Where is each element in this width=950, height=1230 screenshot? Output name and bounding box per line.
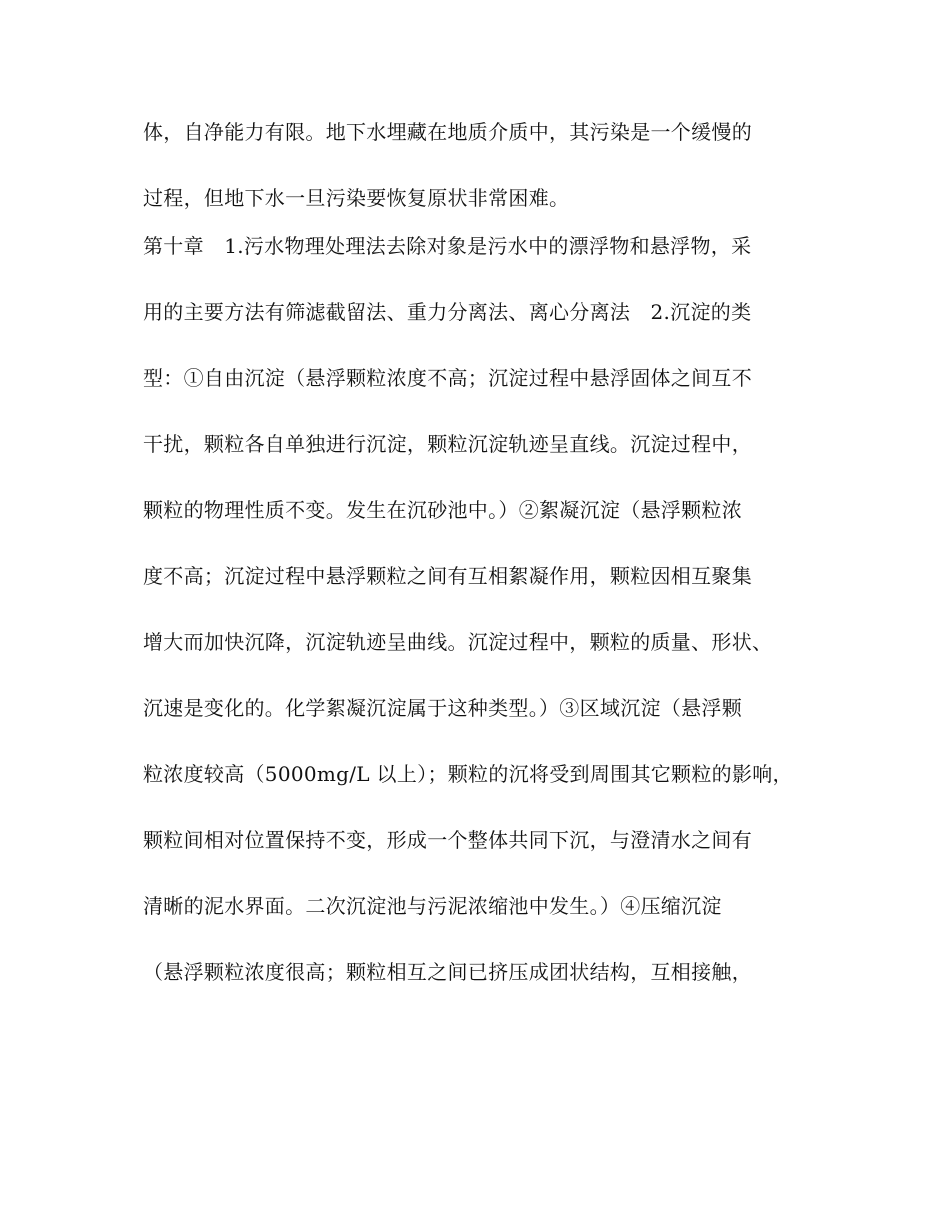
text-line: 增大而加快沉降，沉淀轨迹呈曲线。沉淀过程中，颗粒的质量、形状、 xyxy=(143,630,773,654)
text-line: （悬浮颗粒浓度很高；颗粒相互之间已挤压成团状结构，互相接触， xyxy=(143,960,752,984)
text-line: 型：①自由沉淀（悬浮颗粒浓度不高；沉淀过程中悬浮固体之间互不 xyxy=(143,366,752,390)
text-line: 过程，但地下水一旦污染要恢复原状非常困难。 xyxy=(143,186,570,210)
body-text xyxy=(143,122,823,1028)
text-line: 清晰的泥水界面。二次沉淀池与污泥浓缩池中发生。）④压缩沉淀 xyxy=(143,894,722,918)
text-line: 第十章 1.污水物理处理法去除对象是污水中的漂浮物和悬浮物，采 xyxy=(143,234,752,258)
text-line: 沉速是变化的。化学絮凝沉淀属于这种类型。）③区域沉淀（悬浮颗 xyxy=(143,696,742,720)
text-line: 体，自净能力有限。地下水埋藏在地质介质中，其污染是一个缓慢的 xyxy=(143,120,752,144)
text-line: 颗粒间相对位置保持不变，形成一个整体共同下沉，与澄清水之间有 xyxy=(143,828,752,852)
text-line: 用的主要方法有筛滤截留法、重力分离法、离心分离法 2.沉淀的类 xyxy=(143,300,752,324)
text-line: 干扰，颗粒各自单独进行沉淀，颗粒沉淀轨迹呈直线。沉淀过程中， xyxy=(143,432,752,456)
text-line: 度不高；沉淀过程中悬浮颗粒之间有互相絮凝作用，颗粒因相互聚集 xyxy=(143,564,752,588)
text-line: 颗粒的物理性质不变。发生在沉砂池中。）②絮凝沉淀（悬浮颗粒浓 xyxy=(143,498,742,522)
text-line: 粒浓度较高（5000mg/L 以上）；颗粒的沉将受到周围其它颗粒的影响， xyxy=(143,762,793,786)
